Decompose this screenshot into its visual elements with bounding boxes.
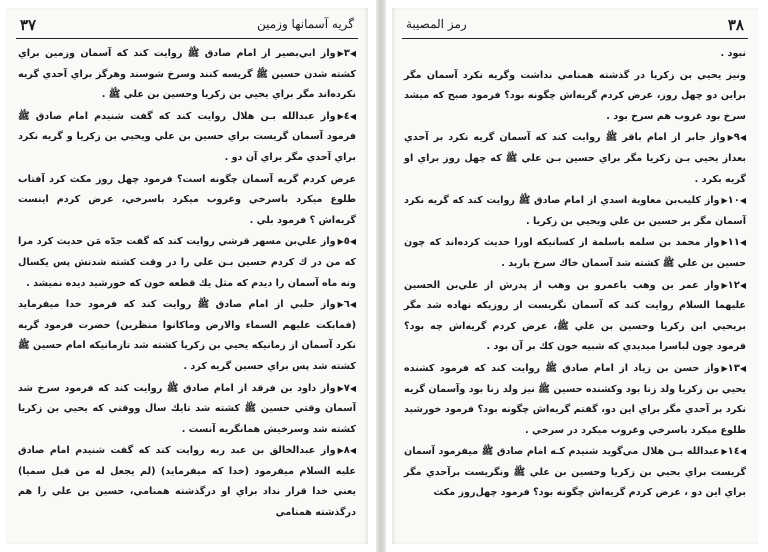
left-page-header (16, 14, 358, 36)
hadith-number: ٣ (343, 48, 350, 59)
hadith-number-badge: ◀١٣▶ (721, 362, 746, 374)
left-page-number: ٣٧ (20, 16, 37, 34)
hadith-text: واز عبدالخالق بن عبد ربه روايت كند كه گفت شنيدم امام صادق عليه السلام ميفرمود (خدا كه ميفرمايد) (لم يجعل له من قبل سميا) يعني خدا قرار نداد براي او درگذشته همنامي، حسين بن علي را هم درگذشته همنامي (18, 445, 356, 519)
hadith-number-badge: ◀١٢▶ (721, 279, 746, 291)
hadith-paragraph (18, 441, 356, 523)
hadith-text: واز محمد بن سلمه باسلمة از كسانيكه اورا حديث كرده‌اند كه چون حسين بن علي ﷺ كشته شد آسمان خاك سرخ باريد . (404, 237, 746, 269)
hadith-paragraph (18, 44, 356, 106)
hadith-number: ٨ (343, 445, 350, 457)
book-gutter (376, 0, 386, 552)
hadith-paragraph (18, 295, 356, 377)
hadith-text: نبود . (720, 48, 746, 59)
hadith-text: واز حسن بن زياد از امام صادق ﷺ روايت كند كه فرمود كشنده يحيي بن زكريا ولد زنا بود وكشنده حسين ﷺ نيز ولد زنا بود وآسمان گريه نكرد بر آحدي مگر براي اين دو، گفتم گريه‌اش چگونه بود؟ فرمود خورشيد طلوع ميكرد باسرخي وغروب ميكرد در سرخي . (404, 362, 746, 436)
hadith-number-badge: ◀٥▶ (337, 236, 356, 248)
hadith-number: ١٢ (727, 279, 740, 291)
hadith-number-badge: ◀١١▶ (721, 237, 746, 249)
hadith-text: واز عمر بن وهب باعمرو بن وهب از پدرش از علي‌بن الحسين عليهما السلام روايت كند كه آسمان نگريست از روزيكه نهاده شد مگر بريحيي ابن زكريا وحسين بن علي ﷺ، عرض كردم گريه‌اش چه بود؟ فرمود چون لباسرا ميديدي كه شبيه خون كك بر آن بود . (404, 279, 746, 353)
hadith-number: ٥ (343, 236, 350, 248)
hadith-paragraph (18, 170, 356, 232)
left-header-rule (16, 38, 358, 39)
hadith-paragraph (404, 128, 746, 190)
hadith-number: ٦ (343, 299, 350, 311)
hadith-number: ١١ (727, 237, 740, 249)
hadith-number: ١٤ (727, 446, 740, 458)
hadith-paragraph (18, 107, 356, 169)
hadith-paragraph (404, 276, 746, 358)
hadith-paragraph (404, 233, 746, 274)
hadith-number-badge: ◀٨▶ (337, 445, 356, 457)
hadith-number: ٧ (343, 382, 350, 394)
left-page (6, 8, 368, 544)
left-page-body (18, 44, 356, 538)
hadith-number-badge: ◀١٤▶ (721, 446, 746, 458)
hadith-number: ١٣ (727, 362, 740, 374)
hadith-text: ونيز يحيي بن زكريا در گذشته همنامي نداشت وگريه نكرد آسمان مگر براين دو چهل روز، عرض كردم گريه‌اش چگونه بود؟ فرمود صبح كه ميشد سرخ بود غروب هم سرخ بود . (404, 69, 746, 122)
hadith-number-badge: ◀٧▶ (337, 382, 356, 394)
right-header-rule (402, 38, 748, 39)
hadith-number-badge: ◀٩▶ (727, 132, 746, 144)
hadith-number-badge: ◀٤▶ (337, 110, 356, 122)
hadith-text: واز علي‌بن مسهر قرشي روايت كند كه گفت جدّه مَن حديث كرد مرا كه من در ك كردم حسين بـن علي را در وقت كشته شدنش پس يكسال ونه ماه آسمان را ديدم كه مثل يك قطعه خون كه خورشيد ديده نميشد . (18, 236, 356, 289)
hadith-number-badge: ◀٣▶ (337, 48, 356, 59)
hadith-paragraph (404, 359, 746, 441)
hadith-text: واز جابر از امام باقر ﷺ روايت كند كه آسمان گريه نكرد بر آحدي بعداز يحيي بـن زكريا مگر براي حسين بـن علي ﷺ كه چهل روز براي او گريه بكرد . (404, 132, 746, 185)
hadith-text: عرض كردم گريه آسمان چگونه است؟ فرمود چهل روز مكث كرد آفتاب طلوع ميكرد باسرخي وغروب ميكرد باسرخي، عرض كردم اينست گريه‌اش ؟ فرمود بلي . (18, 173, 356, 226)
hadith-paragraph (404, 191, 746, 232)
hadith-number: ٤ (343, 110, 350, 122)
hadith-paragraph (404, 44, 746, 65)
hadith-number-badge: ◀٦▶ (337, 299, 356, 311)
hadith-number: ١٠ (727, 195, 740, 207)
hadith-text: عبدالله بـن هلال مي‌گويد شنيدم كـه امام صادق ﷺ ميفرمود آسمان گريست براي يحيي بن زكريا وحسين بن علي ﷺ ونگريست برآحدي مگر براي اين دو ، عرض كردم گريه‌اش چگونه بود؟ فرمود چهل‌روز مكث (404, 446, 746, 499)
hadith-text: واز عبدالله بـن هلال روايت كند كه گفت شنيدم امام صادق ﷺ فرمود آسمان گريست براي حسين بن علي ويحيي بن زكريا و گريه نكرد براي آحدي مگر براي آن دو . (18, 110, 356, 163)
left-running-title: گريه آسمانها وزمين (256, 17, 354, 31)
hadith-text: واز كليب‌بن معاوية اسدي از امام صادق ﷺ روايت كند كه گريه نكرد آسمان مگر بر حسين بن علي ويحيي بن زكريا . (404, 195, 746, 227)
hadith-text: واز داود بن فرقد از امام صادق ﷺ روايت كند كه فرمود سرخ شد آسمان وقتي حسين ﷺ كشته شد تايك سال ووقتي كه يحيي بن زكريا كشته شد وسرخيش همانگريه آنست . (18, 382, 356, 435)
hadith-paragraph (18, 232, 356, 294)
hadith-paragraph (404, 442, 746, 504)
hadith-number: ٩ (733, 132, 740, 144)
right-page-body (404, 44, 746, 538)
right-page-number: ٣٨ (727, 16, 744, 34)
hadith-paragraph (18, 379, 356, 441)
hadith-number-badge: ◀١٠▶ (721, 195, 746, 207)
hadith-text: واز ابي‌بصير از امام صادق ﷺ روايت كند كه آسمان وزمين براي كشته شدن حسين ﷺ گريسه كنند وسرخ شوسند وهرگز براي آحدي گريه نكرده‌اند مگر براي يحيي بن زكريا وحسين بن علي ﷺ . (18, 48, 356, 101)
hadith-text: واز حلبي از امام صادق ﷺ روايت كند كه فرمود خدا ميفرمايد (فمابكت عليهم السماء والارض وماكانوا منظرين) حضرت فرمود گريه نكرد آسمان از زمانيكه يحيي بن زكريا كشته شد تازمانيكه امام حسين ﷺ كشته شد پس براي حسين گريه كرد . (18, 299, 356, 372)
right-page (392, 8, 758, 544)
hadith-paragraph (404, 66, 746, 128)
right-running-title: رمز المصيبة (406, 17, 467, 31)
right-page-header (402, 14, 748, 36)
